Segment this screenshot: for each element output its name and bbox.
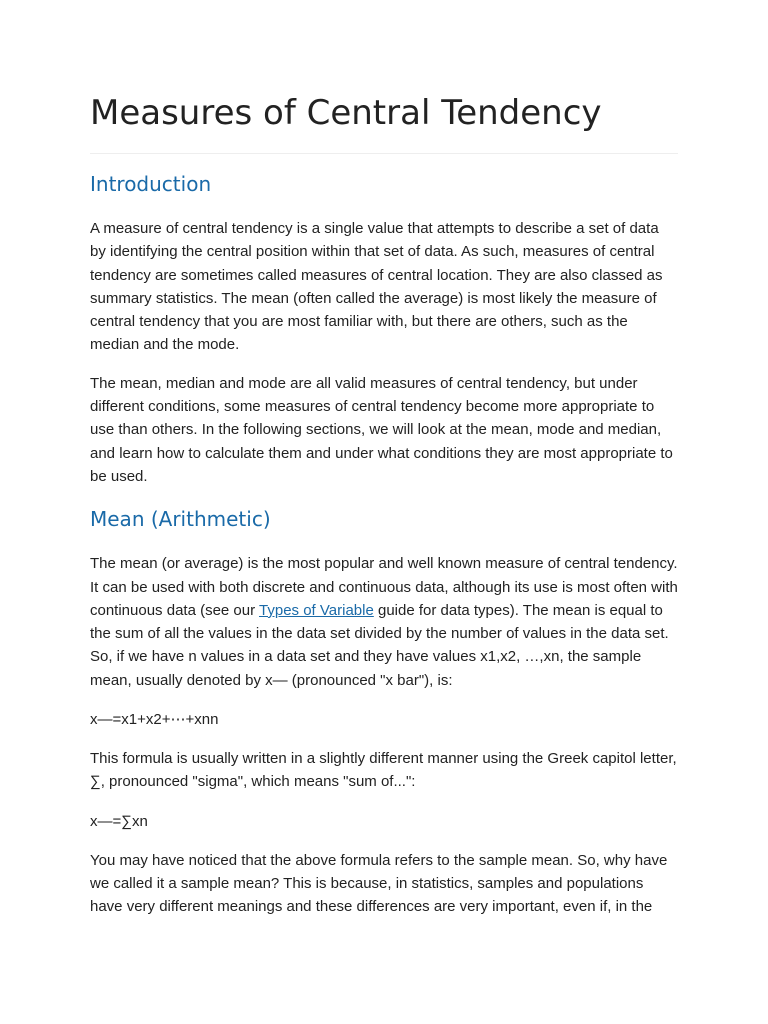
page-title: Measures of Central Tendency bbox=[90, 93, 602, 133]
intro-paragraph-1: A measure of central tendency is a single value that attempts to describe a set of data by identifying the central position within that set of data. As such, measures of central tendency are sometimes called measures of central location. They are also classed as summary statistics. The mean (often called the average) is most likely the measure of central tendency that you are most familiar with, but there are others, such as the median and the mode. bbox=[90, 220, 663, 354]
document-content bbox=[90, 170, 678, 919]
mean-paragraph-2: This formula is usually written in a slightly different manner using the Greek capitol letter, ∑, pronounced "sigma", which means "sum of...": bbox=[90, 750, 677, 791]
sigma-formula: x—=∑xn bbox=[90, 812, 148, 830]
mean-paragraph-1-text-b: guide for data types). The mean is equal to the sum of all the values in the data set divided by the number of values in the data set. So, if we have n values in a data set and they have values x1,x2, …,xn, the sample mean, usually denoted by x— (pronounced "x bar"), is: bbox=[90, 601, 669, 689]
intro-paragraph-2: The mean, median and mode are all valid measures of central tendency, but under different conditions, some measures of central tendency become more appropriate to use than others. In the following sections, we will look at the mean, mode and median, and learn how to calculate them and under what conditions they are most appropriate to be used. bbox=[90, 374, 673, 485]
mean-paragraph-1 bbox=[90, 552, 678, 692]
mean-paragraph-3: You may have noticed that the above formula refers to the sample mean. So, why have we called it a sample mean? This is because, in statistics, samples and populations have very different meanings and these differences are very important, even if, in the bbox=[90, 851, 668, 916]
types-of-variable-link[interactable]: Types of Variable bbox=[259, 601, 374, 619]
mean-formula: x—=x1+x2+⋯+xnn bbox=[90, 711, 219, 729]
section-heading-introduction: Introduction bbox=[90, 172, 212, 196]
section-heading-mean: Mean (Arithmetic) bbox=[90, 507, 271, 532]
mean-paragraph-1-text-a: The mean (or average) is the most popular and well known measure of central tendency. It can be used with both discrete and continuous data, although its use is most often with continuous data (see our bbox=[90, 555, 678, 619]
title-divider bbox=[90, 153, 678, 154]
